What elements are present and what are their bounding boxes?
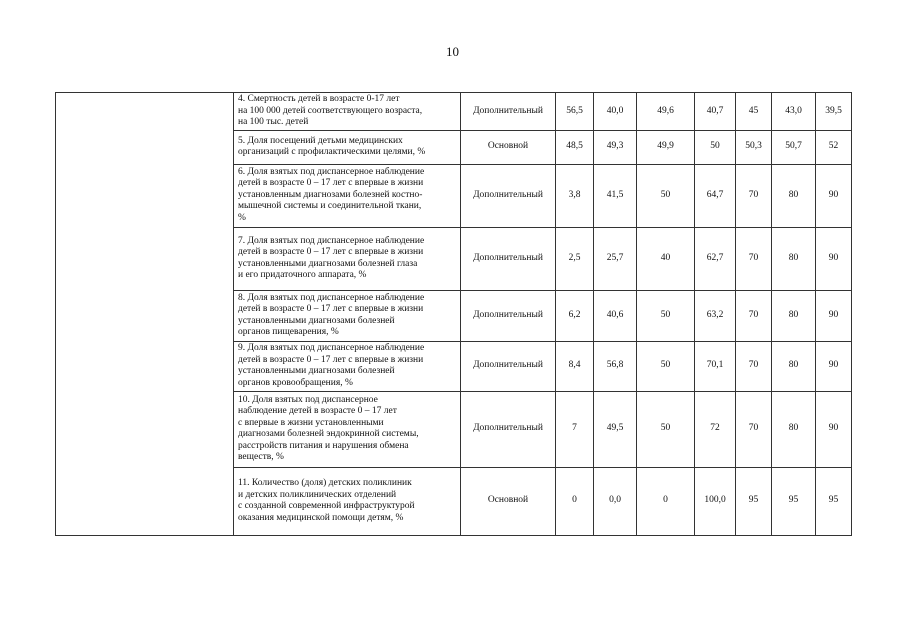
indicator-type: Дополнительный [461,290,556,341]
value-cell: 63,2 [695,290,736,341]
value-cell: 8,4 [556,341,594,391]
indicator-type: Дополнительный [461,341,556,391]
value-cell: 0,0 [594,467,637,535]
value-cell: 40,6 [594,290,637,341]
value-cell: 80 [772,341,816,391]
value-cell: 90 [816,391,852,467]
value-cell: 50,7 [772,130,816,164]
indicator-type: Дополнительный [461,93,556,131]
value-cell: 43,0 [772,93,816,131]
indicator-type: Основной [461,467,556,535]
value-cell: 0 [637,467,695,535]
value-cell: 70 [736,391,772,467]
indicators-table [55,92,852,536]
value-cell: 95 [736,467,772,535]
value-cell: 80 [772,164,816,227]
value-cell: 80 [772,391,816,467]
indicator-name: 9. Доля взятых под диспансерное наблюдение детей в возрасте 0 – 17 лет с впервые в жизни установленными диагнозами болезней органов кровообращения, % [234,341,461,391]
value-cell: 70,1 [695,341,736,391]
value-cell: 72 [695,391,736,467]
value-cell: 80 [772,227,816,290]
value-cell: 25,7 [594,227,637,290]
value-cell: 0 [556,467,594,535]
value-cell: 48,5 [556,130,594,164]
indicator-type: Дополнительный [461,227,556,290]
value-cell: 64,7 [695,164,736,227]
value-cell: 70 [736,227,772,290]
value-cell: 70 [736,341,772,391]
value-cell: 95 [816,467,852,535]
value-cell: 49,6 [637,93,695,131]
value-cell: 50 [637,290,695,341]
value-cell: 56,8 [594,341,637,391]
indicator-name: 5. Доля посещений детьми медицинских организаций с профилактическими целями, % [234,130,461,164]
value-cell: 40,0 [594,93,637,131]
value-cell: 90 [816,290,852,341]
value-cell: 95 [772,467,816,535]
value-cell: 80 [772,290,816,341]
value-cell: 49,5 [594,391,637,467]
value-cell: 39,5 [816,93,852,131]
value-cell: 40 [637,227,695,290]
indicator-name: 6. Доля взятых под диспансерное наблюдение детей в возрасте 0 – 17 лет с впервые в жизни установленным диагнозами болезней костно- мышечной системы и соединительной ткани, % [234,164,461,227]
value-cell: 50 [637,341,695,391]
value-cell: 50,3 [736,130,772,164]
value-cell: 7 [556,391,594,467]
indicator-type: Основной [461,130,556,164]
value-cell: 40,7 [695,93,736,131]
indicator-name: 8. Доля взятых под диспансерное наблюдение детей в возрасте 0 – 17 лет с впервые в жизни установленными диагнозами болезней органов пищеварения, % [234,290,461,341]
value-cell: 100,0 [695,467,736,535]
value-cell: 52 [816,130,852,164]
value-cell: 3,8 [556,164,594,227]
indicator-name: 11. Количество (доля) детских поликлиник и детских поликлинических отделений с созданной современной инфраструктурой оказания медицинской помощи детям, % [234,467,461,535]
page-number: 10 [446,44,459,59]
table-body [56,93,852,536]
value-cell: 70 [736,290,772,341]
indicator-type: Дополнительный [461,391,556,467]
indicator-name: 4. Смертность детей в возрасте 0-17 лет на 100 000 детей соответствующего возраста, на 100 тыс. детей [234,93,461,131]
value-cell: 50 [637,391,695,467]
value-cell: 49,3 [594,130,637,164]
indicator-name: 7. Доля взятых под диспансерное наблюдение детей в возрасте 0 – 17 лет с впервые в жизни установленными диагнозами болезней глаза и его придаточного аппарата, % [234,227,461,290]
value-cell: 6,2 [556,290,594,341]
value-cell: 70 [736,164,772,227]
blank-column-cell [56,93,234,536]
value-cell: 56,5 [556,93,594,131]
value-cell: 50 [637,164,695,227]
value-cell: 45 [736,93,772,131]
value-cell: 2,5 [556,227,594,290]
value-cell: 90 [816,164,852,227]
value-cell: 49,9 [637,130,695,164]
value-cell: 41,5 [594,164,637,227]
indicator-name: 10. Доля взятых под диспансерное наблюдение детей в возрасте 0 – 17 лет с впервые в жизни установленными диагнозами болезней эндокринной системы, расстройств питания и нарушения обмена веществ, % [234,391,461,467]
value-cell: 90 [816,341,852,391]
indicator-type: Дополнительный [461,164,556,227]
table-row [56,93,852,131]
value-cell: 62,7 [695,227,736,290]
value-cell: 90 [816,227,852,290]
value-cell: 50 [695,130,736,164]
